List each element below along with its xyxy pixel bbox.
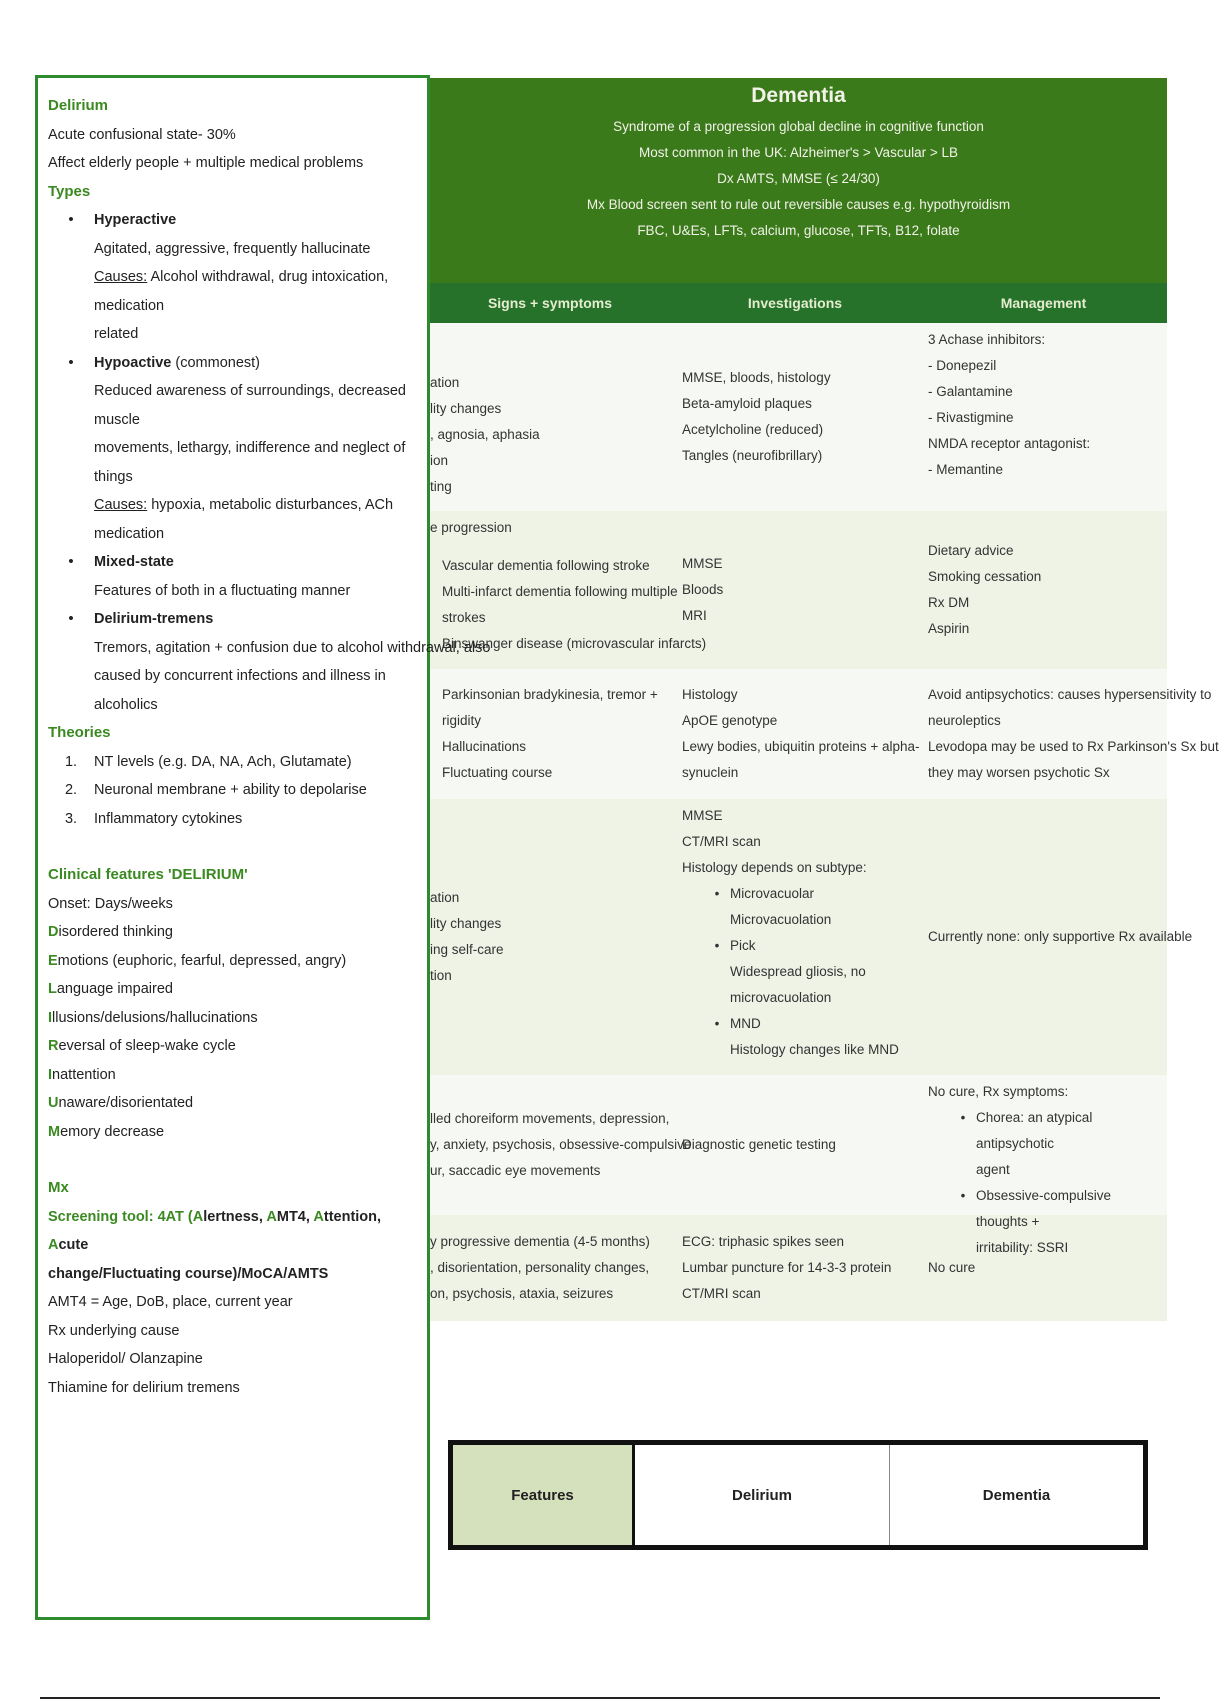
types-heading: Types: [48, 182, 91, 200]
management-cell: 3 Achase inhibitors: - Donepezil - Galantamine - Rivastigmine NMDA receptor antagonist: - Memantine: [928, 332, 1091, 477]
list-item: • Obsessive-compulsive thoughts +: [928, 1183, 1163, 1235]
mnemonic-line: Inattention: [48, 1066, 116, 1083]
table-row: [430, 669, 1219, 799]
investigations-cell: MMSE CT/MRI scan Histology depends on subtype: • Microvacuolar Microvacuolation • Pick Widespread gliosis, no microvacuolation • MND Histology changes like MND: [670, 799, 920, 1075]
mnemonic-line: Reversal of sleep-wake cycle: [48, 1038, 236, 1054]
list-item: • Hypoactive (commonest): [48, 349, 419, 378]
list-item: 3. Inflammatory cytokines: [64, 810, 243, 827]
comparison-delirium-header: Delirium: [635, 1445, 890, 1545]
bullet-icon: •: [68, 353, 74, 371]
comparison-features-header: Features: [453, 1445, 635, 1545]
theories-heading: Theories: [48, 724, 111, 741]
bullet-icon: •: [714, 938, 720, 953]
column-management: Management: [1000, 295, 1087, 311]
mx-line: Rx underlying cause: [48, 1322, 180, 1339]
dementia-intro-line: Mx Blood screen sent to rule out reversible causes e.g. hypothyroidism: [586, 197, 1011, 212]
management-cell: No cure: [928, 1260, 976, 1275]
list-item: • MND: [682, 1011, 916, 1037]
mnemonic-line: Illusions/delusions/hallucinations: [48, 1009, 258, 1026]
dementia-intro-line: Most common in the UK: Alzheimer's > Vascular > LB: [639, 145, 958, 160]
dementia-column-headers: [430, 283, 1167, 323]
page-bottom-rule: [40, 1697, 1160, 1699]
investigations-cell: Diagnostic genetic testing: [682, 1137, 836, 1152]
signs-cell: Parkinsonian bradykinesia, tremor + rigidity Hallucinations Fluctuating course: [442, 687, 658, 780]
bullet-icon: •: [68, 610, 74, 627]
screening-tool: Screening tool: 4AT (Alertness, AMT4, Attention, Acute: [48, 1208, 382, 1253]
management-cell: Currently none: only supportive Rx available: [928, 929, 1193, 944]
signs-cell: lled choreiform movements, depression, y, anxiety, psychosis, obsessive-compulsive ur, saccadic eye movements: [430, 1111, 692, 1178]
mnemonic-line: Disordered thinking: [48, 924, 173, 940]
list-item: • Chorea: an atypical antipsychotic: [928, 1105, 1163, 1157]
investigations-cell: ECG: triphasic spikes seen Lumbar puncture for 14-3-3 protein CT/MRI scan: [682, 1234, 892, 1301]
mnemonic-line: Memory decrease: [48, 1123, 165, 1140]
delirium-card: Delirium Acute confusional state- 30% Affect elderly people + multiple medical problems Types • Hyperactive Agitated, aggressive, frequently hallucinate Causes: Alcohol withdrawal, drug intoxication, medication related • Hypoactive (commonest) Reduced awareness of surroundings, decreased muscle movements, lethargy, indifference and neglect of things Causes: hypoxia, metabolic disturbances, ACh medication • Mixed-state Features of both in a fluctuating manner • Delirium-tremens Tremors, agitation + confusion due to alcohol withdrawal, also caused by concurrent infections and illness in alcoholics Theories 1. NT levels (e.g. DA, NA, Ach, Glutamate) 2. Neuronal membrane + ability to depolarise 3. Inflammatory cytokines Clinical features 'DELIRIUM' Onset: Days/weeks Disordered thinking Emotions (euphoric, fearful, depressed, angry) Language impaired Illusions/delusions/hallucinations Reversal of sleep-wake cycle Inattention Unaware/disorientated Memory decrease Mx Screening tool: 4AT (Alertness, AMT4, Attention, Acute change/Fluctuating course)/MoCA/AMTS AMT4 = Age, DoB, place, current year Rx underlying cause Haloperidol/ Olanzapine Thiamine for delirium tremens: [35, 75, 430, 1620]
bullet-icon: •: [960, 1188, 966, 1203]
mnemonic-line: Language impaired: [48, 981, 173, 997]
dementia-intro-line: FBC, U&Es, LFTs, calcium, glucose, TFTs, B12, folate: [637, 223, 960, 238]
list-item: • Delirium-tremens: [48, 605, 419, 634]
management-cell: Dietary advice Smoking cessation Rx DM Aspirin: [928, 543, 1042, 636]
delirium-affects: Affect elderly people + multiple medical problems: [48, 155, 364, 171]
mx-heading: Mx: [48, 1179, 69, 1196]
table-row: [430, 1075, 1167, 1255]
investigations-cell: MMSE, bloods, histology Beta-amyloid plaques Acetylcholine (reduced) Tangles (neurofibrillary): [682, 370, 831, 463]
clinical-features-heading: Clinical features 'DELIRIUM': [48, 866, 248, 883]
table-row: [430, 511, 1167, 669]
bullet-icon: •: [68, 211, 74, 228]
mnemonic-line: Emotions (euphoric, fearful, depressed, angry): [48, 952, 347, 969]
table-row: [430, 323, 1167, 511]
bullet-icon: •: [68, 553, 74, 570]
list-item: • Mixed-state: [48, 548, 419, 577]
list-item: • Hyperactive: [48, 206, 419, 235]
column-investigations: Investigations: [747, 295, 843, 311]
management-cell: No cure, Rx symptoms: • Chorea: an atypical antipsychotic agent • Obsessive-compulsive thoughts + irritability: SSRI: [920, 1075, 1167, 1215]
mx-line: Haloperidol/ Olanzapine: [48, 1351, 203, 1367]
list-item: • Microvacuolar: [682, 881, 916, 907]
bullet-icon: •: [714, 886, 720, 901]
delirium-title: Delirium: [48, 97, 109, 114]
mx-line: Thiamine for delirium tremens: [48, 1379, 240, 1396]
mx-line: AMT4 = Age, DoB, place, current year: [48, 1294, 293, 1310]
column-signs: Signs + symptoms: [487, 295, 613, 311]
investigations-cell: Histology ApOE genotype Lewy bodies, ubiquitin proteins + alpha- synuclein: [682, 687, 920, 780]
dementia-intro-line: Syndrome of a progression global decline in cognitive function: [613, 119, 984, 134]
investigations-cell: MMSE Bloods MRI: [682, 556, 724, 623]
dementia-title: Dementia: [751, 84, 846, 107]
comparison-table: [448, 1440, 1148, 1550]
table-row: [430, 799, 1193, 1075]
signs-cell: e progression Vascular dementia following stroke Multi-infarct dementia following multiple strokes Binswanger disease (microvascular infarcts): [430, 520, 707, 651]
dementia-header: [430, 78, 1167, 283]
list-item: 1. NT levels (e.g. DA, NA, Ach, Glutamate): [64, 753, 352, 770]
dementia-intro-line: Dx AMTS, MMSE (≤ 24/30): [717, 171, 880, 186]
mnemonic-line: Unaware/disorientated: [48, 1095, 194, 1111]
dementia-table: [430, 78, 1219, 1321]
delirium-definition: Acute confusional state- 30%: [48, 126, 236, 143]
signs-cell: ation lity changes , agnosia, aphasia ion ting: [430, 375, 540, 494]
table-row: [430, 1215, 1167, 1321]
signs-cell: ation lity changes ing self-care tion: [430, 890, 504, 983]
comparison-dementia-header: Dementia: [982, 1486, 1051, 1504]
signs-cell: y progressive dementia (4-5 months) , disorientation, personality changes, on, psychosis, ataxia, seizures: [430, 1234, 650, 1301]
management-cell: Avoid antipsychotics: causes hypersensitivity to neuroleptics Levodopa may be used to Rx Parkinson's Sx but they may worsen psychotic Sx: [928, 687, 1219, 780]
list-item: • Pick: [682, 933, 916, 959]
bullet-icon: •: [714, 1016, 720, 1031]
bullet-icon: •: [960, 1110, 966, 1125]
onset: Onset: Days/weeks: [48, 895, 173, 912]
list-item: 2. Neuronal membrane + ability to depolarise: [64, 782, 367, 798]
screening-tool-cont: change/Fluctuating course)/MoCA/AMTS: [48, 1265, 329, 1282]
